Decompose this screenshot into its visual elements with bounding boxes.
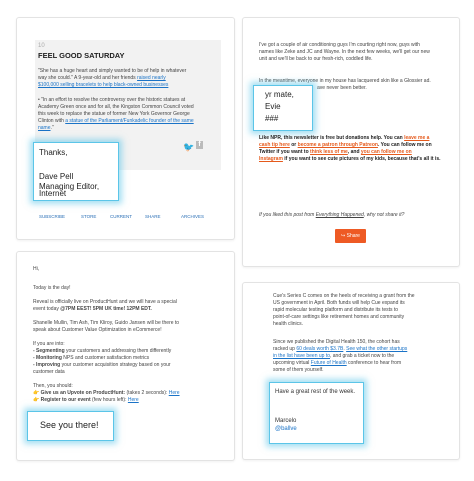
pointing-hand-icon: 👉 — [33, 397, 40, 403]
archives-link[interactable]: ARCHIVES — [181, 214, 205, 219]
tip-link[interactable]: leave me a — [404, 135, 430, 141]
statue-link-cont[interactable]: name — [38, 125, 51, 131]
signoff-highlight — [27, 411, 114, 441]
newsletter-card-everything-happened: I've got a couple of air conditioning guys I'm courting right now, guys with names like Zeke and JC and Wayne. In the next few weeks, we'll get our new unit and we'll be back to our fresh-rich, coddled life. In the meantime, everyone in my house has lacquered skin like a Glossier ad. ave never been better. yr mate, Evie ### Like NPR, this newsletter is free but donations help. You can leave me a cash tip here or become a patron through Patreon. You can follow me on Twitter if you want to think less of me, and you can follow me on Instagram if you want to see cute pictures of my kids, because that's all it is. If you liked this post from Everything Happened, why not share it? ↪ Share — [242, 17, 460, 267]
signoff-text: See you there! — [40, 420, 99, 430]
signoff-role: Managing Editor, Internet — [39, 182, 100, 199]
share-link[interactable]: SHARE — [145, 214, 161, 219]
current-link[interactable]: CURRENT — [110, 214, 132, 219]
share-icon: ↪ — [341, 233, 346, 239]
signoff-divider: ### — [265, 114, 279, 123]
cash-tip-link[interactable]: cash tip here — [259, 142, 290, 148]
instagram-follow-link[interactable]: you can follow me on — [360, 149, 412, 155]
twitter-link[interactable]: think less of me — [310, 149, 348, 155]
startups-link[interactable]: See what the other startups — [346, 346, 408, 352]
statue-link[interactable]: a statue of the Parliament/Funkadelic founder of the same — [65, 118, 194, 124]
patreon-link[interactable]: become a patron through Patreon — [297, 142, 378, 148]
register-link[interactable]: Here — [127, 397, 139, 403]
share-prompt: If you liked this post from Everything Happened, why not share it? — [259, 212, 405, 218]
deals-link[interactable]: 60 deals worth $3.7B — [296, 346, 344, 352]
section-title: FEEL GOOD SATURDAY — [38, 51, 125, 60]
signoff-closing: yr mate, — [265, 90, 294, 99]
newsletter-card-reveal: Hi, Today is the day! Reveal is officially live on ProductHunt and we will have a special event today @7PM EEST! 5PM UK time! 12PM EDT. Shanelle Mullin, Tim Ash, Tim Kliroy, Guido Jansen will be there to speak about Customer Value Optimization in eCommerce! If you are into: - Segmenting your customers and addressing them differently - Monitoring NPS and customer satisfaction metrics - Improving your customer acquisition strategy based on your customer data Then, you should: 👉 Give us an Upvote on ProductHunt: (takes 2 seconds): Here 👉 Register to our event (few hours left): Here See you there! — [16, 251, 235, 461]
signoff-name: Evie — [265, 102, 281, 111]
twitter-handle-link[interactable]: @ballve — [275, 426, 297, 432]
store-link[interactable]: STORE — [81, 214, 97, 219]
signoff-highlight — [269, 382, 364, 444]
signoff-highlight — [33, 142, 119, 201]
signoff-name: Marcelo — [275, 418, 297, 424]
upvote-link[interactable]: Here — [168, 390, 180, 396]
signoff-thanks: Thanks, — [39, 148, 68, 157]
everything-happened-link[interactable]: Everything Happened — [315, 212, 364, 218]
twitter-icon[interactable]: 🐦 — [183, 142, 195, 152]
bracelets-link[interactable]: raised nearly — [137, 75, 166, 81]
signoff-name: Dave Pell — [39, 172, 74, 181]
startups-link-cont[interactable]: in the list have been up to — [273, 353, 330, 359]
subscribe-link[interactable]: SUBSCRIBE — [39, 214, 66, 219]
future-of-health-link[interactable]: Future of Health — [310, 360, 347, 366]
facebook-icon[interactable]: f — [196, 141, 203, 149]
newsletter-card-cb-insights: Cue's Series C comes on the heels of receiving a grant from the US government in April. Both funds will help Cue expand its rapid molecular testing platform and distribute its tests to point-of-care settings like retirement homes and community health clinics. Since we published the Digital Health 150, the cohort has racked up 60 deals worth $3.7B. See what the other startups in the list have been up to, and grab a ticket now to the upcoming virtual Future of Health conference to hear from some of them yourself. Have a great rest of the week. Marcelo @ballve — [242, 282, 460, 460]
newsletter-card-whatsnew: 10 FEEL GOOD SATURDAY "She has a huge heart and simply wanted to be of help in whatever way she could." A 9-year-old and her friends raised nearly $100,000 selling bracelets to help black-owned businesses • "In an effort to resolve the controversy over the historic statues at Academy Green once and for all, the Kingston Common Council voted this week to replace the statue of former New York Governor George Clinton with a statue of the Parliament/Funkadelic founder of the same name." 🐦 f Thanks, Dave Pell Managing Editor, Internet SUBSCRIBE STORE CURRENT SHARE ARCHIVES — [16, 17, 235, 240]
bracelets-link-cont[interactable]: $100,000 selling bracelets to help black-owned businesses — [38, 82, 169, 88]
instagram-link[interactable]: Instagram — [259, 156, 283, 162]
share-button[interactable]: ↪ Share — [335, 229, 366, 243]
signoff-highlight — [253, 85, 313, 131]
item-number: 10 — [38, 43, 45, 49]
signoff-closing: Have a great rest of the week. — [275, 389, 356, 395]
pointing-hand-icon: 👉 — [33, 390, 40, 396]
